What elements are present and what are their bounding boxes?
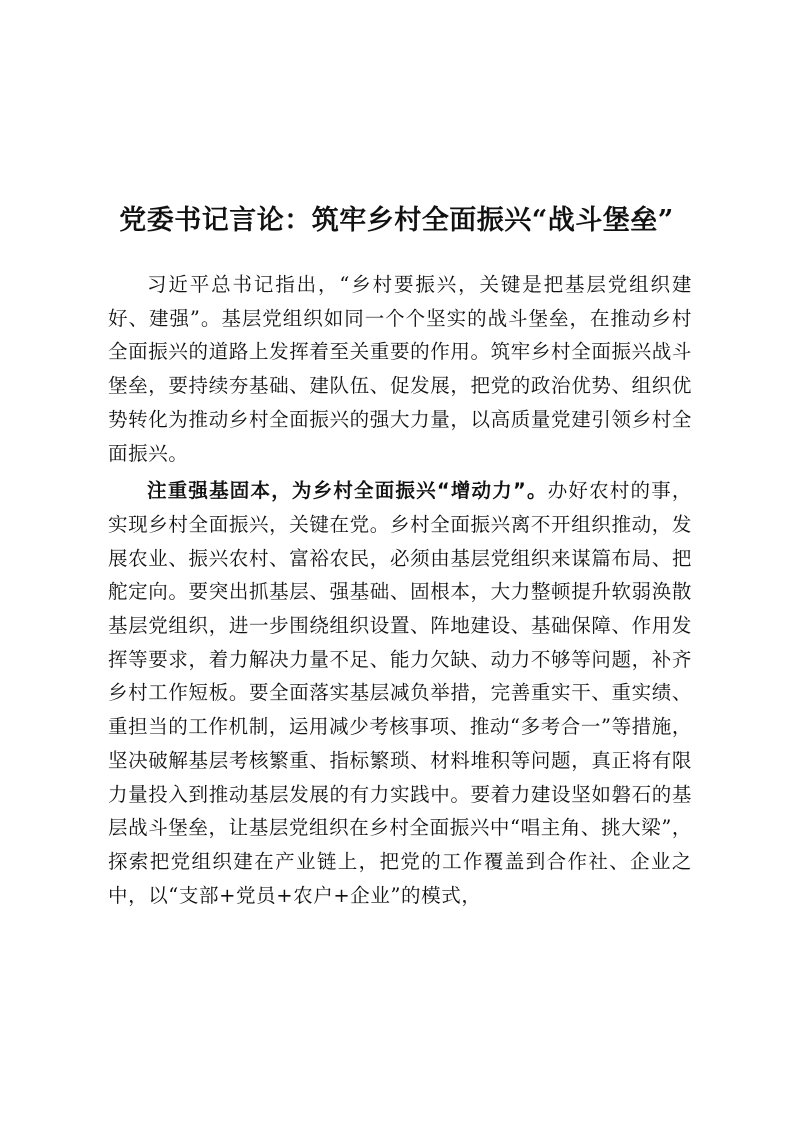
paragraph-lead: 注重强基固本，为乡村全面振兴“增动力”。 xyxy=(147,479,548,503)
document-body xyxy=(108,268,692,912)
paragraph-text: 办好农村的事，实现乡村全面振兴，关键在党。乡村全面振兴离不开组织推动，发展农业、振兴农村、富裕农民，必须由基层党组织来谋篇布局、把舵定向。要突出抓基层、强基础、固根本，大力整顿提升软弱涣散基层党组织，进一步围绕组织设置、阵地建设、基础保障、作用发挥等要求，着力解决力量不足、能力欠缺、动力不够等问题，补齐乡村工作短板。要全面落实基层减负举措，完善重实干、重实绩、重担当的工作机制，运用减少考核事项、推动“多考合一”等措施，坚决破解基层考核繁重、指标繁琐、材料堆积等问题，真正将有限力量投入到推动基层发展的有力实践中。要着力建设坚如磐石的基层战斗堡垒，让基层党组织在乡村全面振兴中“唱主角、挑大梁”，探索把党组织建在产业链上，把党的工作覆盖到合作社、企业之中，以“支部+党员+农户+企业”的模式， xyxy=(108,479,693,907)
paragraph-text: 习近平总书记指出，“乡村要振兴，关键是把基层党组织建好、建强”。基层党组织如同一个个坚实的战斗堡垒，在推动乡村全面振兴的道路上发挥着至关重要的作用。筑牢乡村全面振兴战斗堡垒，要持续夯基础、建队伍、促发展，把党的政治优势、组织优势转化为推动乡村全面振兴的强大力量，以高质量党建引领乡村全面振兴。 xyxy=(108,273,692,465)
paragraph-intro xyxy=(108,268,692,470)
document-title: 党委书记言论：筑牢乡村全面振兴“战斗堡垒” xyxy=(119,205,674,237)
paragraph-strengthen-foundation xyxy=(108,474,692,912)
